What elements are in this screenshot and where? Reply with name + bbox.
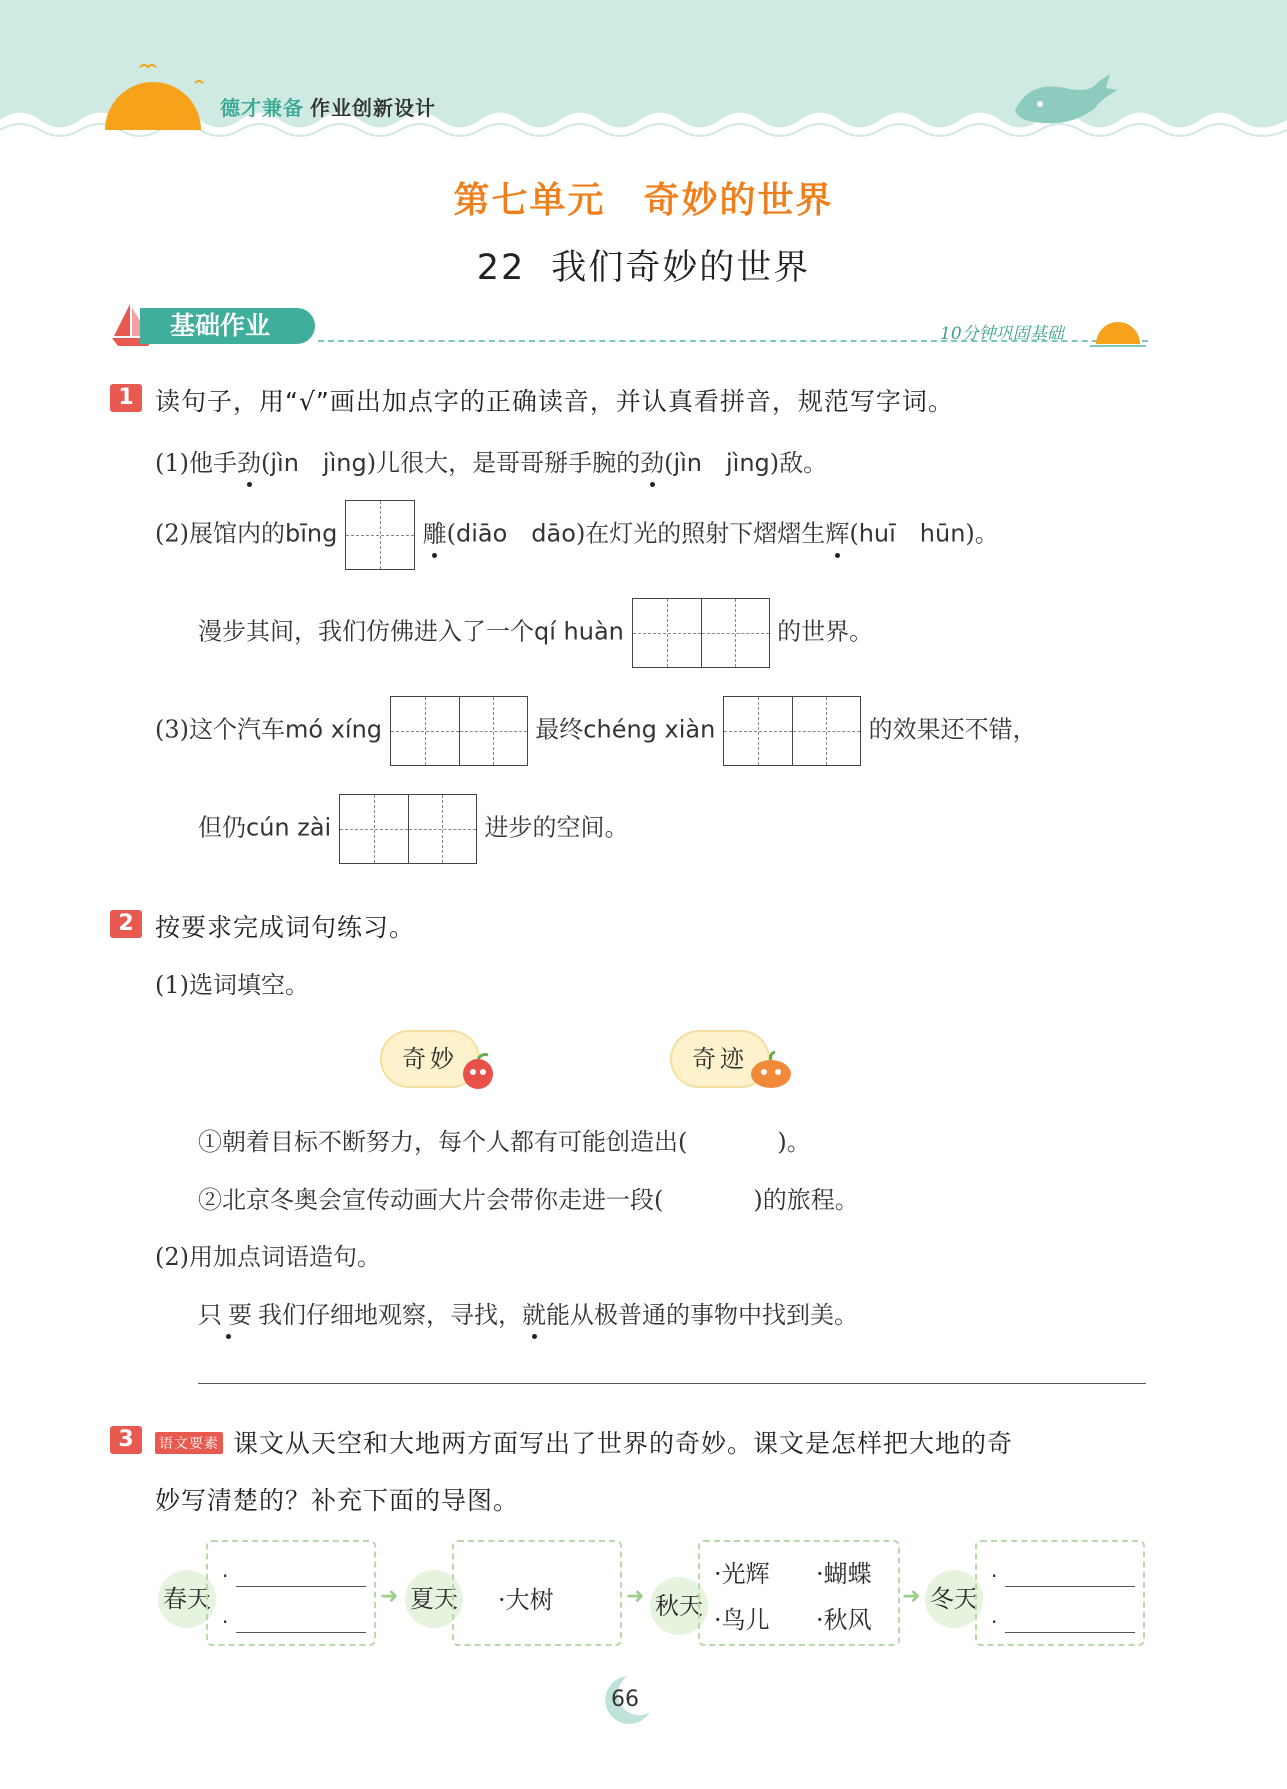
bullet: · (991, 1610, 998, 1634)
text: )儿很大，是哥哥掰手腕的 (366, 449, 641, 477)
answer-line[interactable] (236, 1586, 366, 1587)
bullet: · (991, 1564, 998, 1588)
q2-sentence-2 (198, 1180, 859, 1215)
lesson-title (0, 240, 1287, 290)
season-spring: 春天 (158, 1570, 216, 1628)
text: 进步的空间。 (484, 813, 629, 842)
season-summer: 夏天 (405, 1570, 463, 1628)
dotted-word: 只要 (198, 1295, 258, 1330)
text: (1)他手 (155, 449, 237, 477)
text: )。 (965, 519, 999, 548)
winter-box (975, 1540, 1145, 1646)
dotted-word: 就 (522, 1295, 546, 1330)
pinyin-options[interactable]: jìn jìng (673, 449, 770, 477)
text: )的旅程。 (753, 1186, 859, 1214)
writing-grid[interactable] (390, 696, 528, 766)
brand-a: 德才兼备 (220, 96, 304, 120)
autumn-box (698, 1540, 900, 1646)
bullet: · (222, 1564, 229, 1588)
q1-line-5 (198, 794, 629, 864)
summer-box (452, 1540, 622, 1646)
question-3-number: 3 (110, 1426, 142, 1454)
answer-line[interactable] (198, 1383, 1146, 1384)
word-bubble-2: 奇迹 (670, 1030, 770, 1088)
pinyin: mó xíng (285, 715, 383, 744)
q1-line-1 (155, 443, 827, 478)
dotted-char: 劲 (237, 443, 261, 478)
text: 的世界。 (777, 617, 874, 646)
brand (220, 92, 436, 121)
text: 我们仔细地观察，寻找， (258, 1301, 522, 1329)
text: ( (261, 449, 271, 477)
pinyin-options[interactable]: jìn jìng (270, 449, 367, 477)
autumn-item: ·蝴蝶 (816, 1560, 872, 1588)
text: ( (849, 519, 859, 548)
text: 漫步其间，我们仿佛进入了一个 (198, 617, 534, 646)
season-winter: 冬天 (925, 1570, 983, 1628)
word-bubble-1: 奇妙 (380, 1030, 480, 1088)
q2-sub-2: (2)用加点词语造句。 (155, 1243, 381, 1271)
pinyin-options[interactable]: huī hūn (858, 519, 966, 548)
question-2-text: 按要求完成词句练习。 (155, 913, 416, 942)
lesson-name: 我们奇妙的世界 (551, 248, 811, 288)
q1-line-4 (155, 696, 1037, 766)
section-tag: 基础作业 (140, 308, 315, 344)
question-3-text-1 (155, 1424, 1013, 1460)
pinyin: bīng (285, 519, 338, 548)
apple-character-icon (458, 1052, 498, 1092)
text: )在灯光的照射下熠熠生 (575, 519, 826, 548)
bullet: · (222, 1610, 229, 1634)
sun-logo-icon (100, 55, 210, 135)
text: )敌。 (769, 449, 828, 477)
element-tag: 语文要素 (155, 1432, 223, 1454)
autumn-item: ·鸟儿 (714, 1606, 770, 1634)
brand-b: 作业创新设计 (310, 96, 436, 120)
text: (2)展馆内的 (155, 519, 285, 548)
text: )。 (777, 1128, 811, 1156)
text: ②北京冬奥会宣传动画大片会带你走进一段( (198, 1186, 664, 1214)
text: (3)这个汽车 (155, 715, 285, 744)
summer-item: ·大树 (498, 1586, 554, 1614)
writing-grid[interactable] (632, 598, 770, 668)
pinyin-options[interactable]: diāo dāo (456, 519, 576, 548)
unit-title: 第七单元 奇妙的世界 (453, 180, 834, 221)
question-1-number: 1 (110, 384, 142, 412)
answer-line[interactable] (1005, 1586, 1135, 1587)
dotted-char: 雕 (423, 514, 447, 549)
lesson-number: 22 (476, 248, 526, 288)
question-1-text: 读句子，用“√”画出加点字的正确读音，并认真看拼音，规范写字词。 (155, 387, 954, 416)
whale-icon (1010, 70, 1120, 130)
q2-sub-1: (1)选词填空。 (155, 971, 309, 999)
q1-line-3 (198, 598, 873, 668)
writing-grid[interactable] (345, 500, 415, 570)
writing-grid[interactable] (723, 696, 861, 766)
q1-line-2 (155, 500, 999, 570)
question-2-number: 2 (110, 910, 142, 938)
text: ( (664, 449, 674, 477)
dotted-char: 劲 (640, 443, 664, 478)
text: 最终 (535, 715, 584, 744)
answer-line[interactable] (1005, 1632, 1135, 1633)
arrow-icon: ➜ (626, 1584, 645, 1609)
q2-sentence-1 (198, 1122, 811, 1157)
pinyin: qí huàn (534, 617, 624, 646)
pinyin: cún zài (246, 813, 332, 842)
arrow-icon: ➜ (380, 1584, 399, 1609)
text: 能从极普通的事物中找到美。 (546, 1301, 858, 1329)
dotted-char: 辉 (825, 514, 849, 549)
question-3-text-2: 妙写清楚的？补充下面的导图。 (155, 1486, 520, 1515)
page-number: 66 (611, 1687, 639, 1712)
section-time: 10分钟巩固基础 (940, 324, 1064, 344)
autumn-item: ·光辉 (714, 1560, 770, 1588)
pumpkin-character-icon (748, 1050, 794, 1090)
small-sun-icon (1090, 314, 1146, 350)
pinyin: chéng xiàn (583, 715, 716, 744)
season-autumn: 秋天 (650, 1577, 708, 1635)
spring-box (206, 1540, 376, 1646)
arrow-icon: ➜ (902, 1584, 921, 1609)
q2-sentence-3 (198, 1295, 858, 1330)
text: ①朝着目标不断努力，每个人都有可能创造出( (198, 1128, 688, 1156)
text: 的效果还不错， (868, 715, 1037, 744)
autumn-item: ·秋风 (816, 1606, 872, 1634)
text: 课文从天空和大地两方面写出了世界的奇妙。课文是怎样把大地的奇 (233, 1429, 1014, 1458)
writing-grid[interactable] (339, 794, 477, 864)
answer-line[interactable] (236, 1632, 366, 1633)
text: ( (446, 519, 457, 548)
text: 但仍 (198, 813, 246, 842)
